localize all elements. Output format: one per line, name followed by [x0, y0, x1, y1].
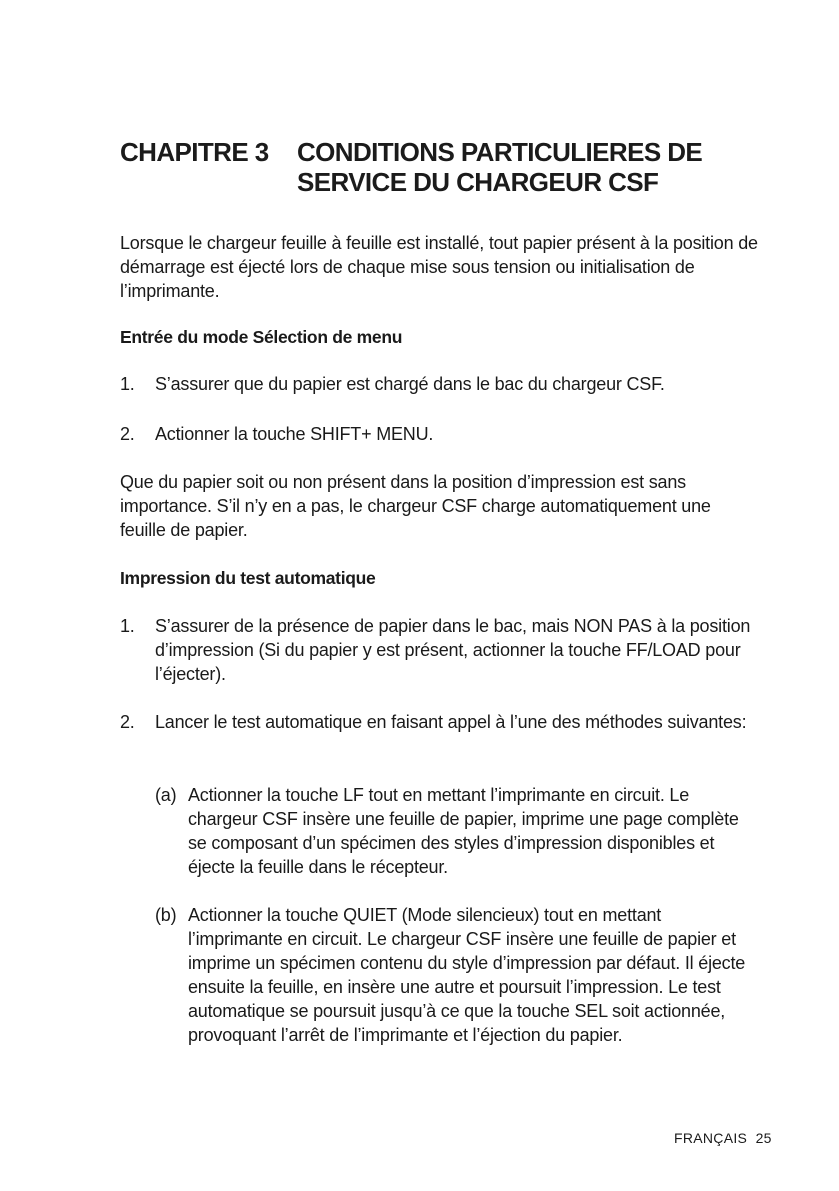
intro-paragraph: Lorsque le chargeur feuille à feuille est installé, tout papier présent à la position de démarrage est éjecté lors de chaque mise sous tension ou initialisation de l’imprimante. — [120, 233, 758, 301]
self-test-step-1 — [120, 614, 760, 686]
menu-note-paragraph: Que du papier soit ou non présent dans la position d’impression est sans importance. S’il n’y en a pas, le chargeur CSF charge automatiquement une feuille de papier. — [120, 472, 711, 540]
section-heading-menu-selection: Entrée du mode Sélection de menu — [120, 327, 403, 347]
menu-step-2 — [120, 422, 760, 446]
page-number: 25 — [755, 1130, 772, 1146]
chapter-title-line-2: SERVICE DU CHARGEUR CSF — [297, 167, 659, 197]
method-label: (a) — [155, 785, 177, 805]
chapter-number: CHAPITRE 3 — [120, 137, 269, 167]
page-footer — [674, 1130, 772, 1146]
step-number: 1. — [120, 616, 135, 636]
step-text: S’assurer de la présence de papier dans le bac, mais NON PAS à la position d’impression (Si du papier y est présent, actionner la touche FF/LOAD pour l’éjecter). — [155, 616, 751, 684]
step-number: 1. — [120, 374, 135, 394]
chapter-title-line-1: CONDITIONS PARTICULIERES DE — [297, 137, 703, 167]
self-test-step-2 — [120, 710, 760, 734]
step-number: 2. — [120, 424, 135, 444]
footer-language: FRANÇAIS — [674, 1130, 748, 1146]
chapter-title — [297, 137, 797, 197]
self-test-method-b — [155, 903, 760, 1047]
method-label: (b) — [155, 905, 177, 925]
menu-step-1 — [120, 372, 760, 396]
method-text: Actionner la touche QUIET (Mode silencieux) tout en mettant l’imprimante en circuit. Le chargeur CSF insère une feuille de papier et imprime un spécimen contenu du style d’impression par défaut. Il éjecte ensuite la feuille, en insère une autre et poursuit l’impression. Le test automatique se poursuit jusqu’à ce que la touche SEL soit actionnée, provoquant l’arrêt de l’imprimante et l’éjection du papier. — [188, 905, 746, 1045]
step-text: Actionner la touche SHIFT+ MENU. — [155, 424, 434, 444]
section-heading-self-test: Impression du test automatique — [120, 568, 376, 588]
self-test-method-a — [155, 783, 760, 879]
method-text: Actionner la touche LF tout en mettant l’imprimante en circuit. Le chargeur CSF insère une feuille de papier, imprime une page complète se composant d’un spécimen des styles d’impression disponibles et éjecte la feuille dans le récepteur. — [188, 785, 739, 877]
step-text: Lancer le test automatique en faisant appel à l’une des méthodes suivantes: — [155, 712, 747, 732]
step-number: 2. — [120, 712, 135, 732]
step-text: S’assurer que du papier est chargé dans le bac du chargeur CSF. — [155, 374, 665, 394]
